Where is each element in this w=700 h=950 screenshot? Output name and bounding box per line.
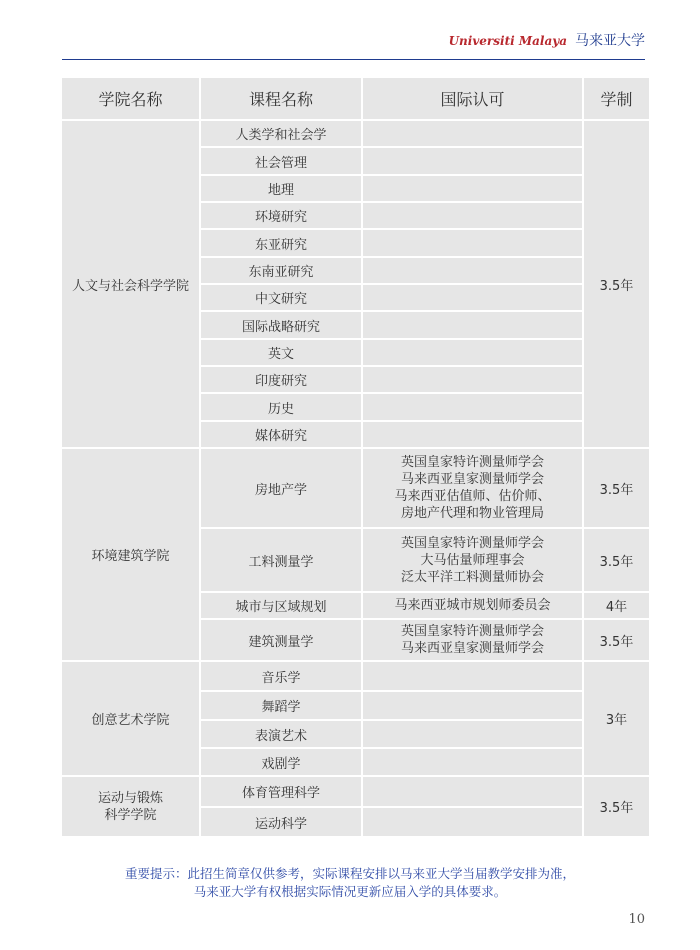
recognition-line: 马来西亚城市规划师委员会 — [394, 598, 551, 614]
recognition-cell — [363, 312, 582, 337]
recognition-cell — [363, 749, 582, 775]
brand-header — [449, 30, 645, 50]
duration-cell: 3年 — [584, 662, 649, 775]
page-number: 10 — [628, 912, 645, 927]
duration-cell: 3.5年 — [584, 121, 649, 447]
course-cell: 音乐学 — [201, 662, 361, 690]
recognition-line: 英国皇家特许测量师学会 — [400, 535, 544, 551]
recognition-line: 马来西亚皇家测量师学会 — [400, 472, 544, 488]
recognition-cell — [363, 620, 582, 660]
recognition-cell — [363, 394, 582, 419]
course-cell: 媒体研究 — [201, 422, 361, 447]
header-divider — [62, 59, 645, 60]
faculty-cell: 人文与社会科学学院 — [62, 121, 199, 447]
recognition-line: 英国皇家特许测量师学会 — [400, 455, 544, 471]
course-cell: 东南亚研究 — [201, 258, 361, 283]
header-duration: 学制 — [584, 78, 649, 119]
course-cell: 环境研究 — [201, 203, 361, 228]
course-cell: 城市与区域规划 — [201, 593, 361, 618]
brand-latin-name: Universiti Malaya — [448, 34, 567, 48]
course-cell: 地理 — [201, 176, 361, 201]
recognition-cell — [363, 529, 582, 591]
course-cell: 英文 — [201, 340, 361, 365]
course-cell: 国际战略研究 — [201, 312, 361, 337]
recognition-cell — [363, 449, 582, 527]
recognition-cell — [363, 692, 582, 719]
recognition-cell — [363, 340, 582, 365]
recognition-cell — [363, 367, 582, 392]
faculty-name-line: 科学学院 — [104, 807, 157, 823]
duration-cell: 3.5年 — [584, 777, 649, 836]
faculty-cell: 环境建筑学院 — [62, 449, 199, 660]
recognition-cell — [363, 422, 582, 447]
faculty-name-line: 运动与锻炼 — [97, 790, 163, 806]
recognition-cell — [363, 777, 582, 806]
course-cell: 东亚研究 — [201, 230, 361, 255]
duration-cell: 3.5年 — [584, 529, 649, 591]
recognition-cell — [363, 285, 582, 310]
recognition-line: 马来西亚皇家测量师学会 — [400, 641, 544, 657]
recognition-cell — [363, 230, 582, 255]
notice-line: 马来亚大学有权根据实际情况更新应届入学的具体要求。 — [193, 884, 507, 899]
recognition-cell — [363, 148, 582, 173]
header-recognition: 国际认可 — [363, 78, 582, 119]
recognition-cell — [363, 721, 582, 747]
recognition-cell — [363, 258, 582, 283]
recognition-line: 大马估量师理事会 — [420, 552, 525, 568]
recognition-line: 英国皇家特许测量师学会 — [400, 624, 544, 640]
recognition-line: 房地产代理和物业管理局 — [400, 506, 544, 522]
recognition-cell — [363, 203, 582, 228]
course-cell: 印度研究 — [201, 367, 361, 392]
header-faculty: 学院名称 — [62, 78, 199, 119]
header-course: 课程名称 — [201, 78, 361, 119]
recognition-cell — [363, 176, 582, 201]
course-cell: 戏剧学 — [201, 749, 361, 775]
duration-cell: 3.5年 — [584, 449, 649, 527]
important-notice — [0, 865, 700, 901]
notice-line: 重要提示：此招生简章仅供参考，实际课程安排以马来亚大学当届教学安排为准， — [124, 866, 575, 881]
course-cell: 舞蹈学 — [201, 692, 361, 719]
brand-chinese-name: 马来亚大学 — [575, 33, 645, 49]
course-cell: 表演艺术 — [201, 721, 361, 747]
course-cell: 体育管理科学 — [201, 777, 361, 806]
course-cell: 工料测量学 — [201, 529, 361, 591]
course-cell: 运动科学 — [201, 808, 361, 836]
recognition-cell — [363, 808, 582, 836]
course-cell: 建筑测量学 — [201, 620, 361, 660]
course-cell: 中文研究 — [201, 285, 361, 310]
duration-cell: 4年 — [584, 593, 649, 618]
programs-table — [62, 78, 645, 832]
faculty-cell: 创意艺术学院 — [62, 662, 199, 775]
recognition-line: 泛太平洋工料测量师协会 — [400, 569, 544, 585]
course-cell: 历史 — [201, 394, 361, 419]
duration-cell: 3.5年 — [584, 620, 649, 660]
course-cell: 房地产学 — [201, 449, 361, 527]
recognition-cell — [363, 662, 582, 690]
course-cell: 社会管理 — [201, 148, 361, 173]
recognition-line: 马来西亚估值师、估价师、 — [394, 489, 551, 505]
recognition-cell — [363, 593, 582, 618]
recognition-cell — [363, 121, 582, 146]
faculty-cell — [62, 777, 199, 836]
course-cell: 人类学和社会学 — [201, 121, 361, 146]
